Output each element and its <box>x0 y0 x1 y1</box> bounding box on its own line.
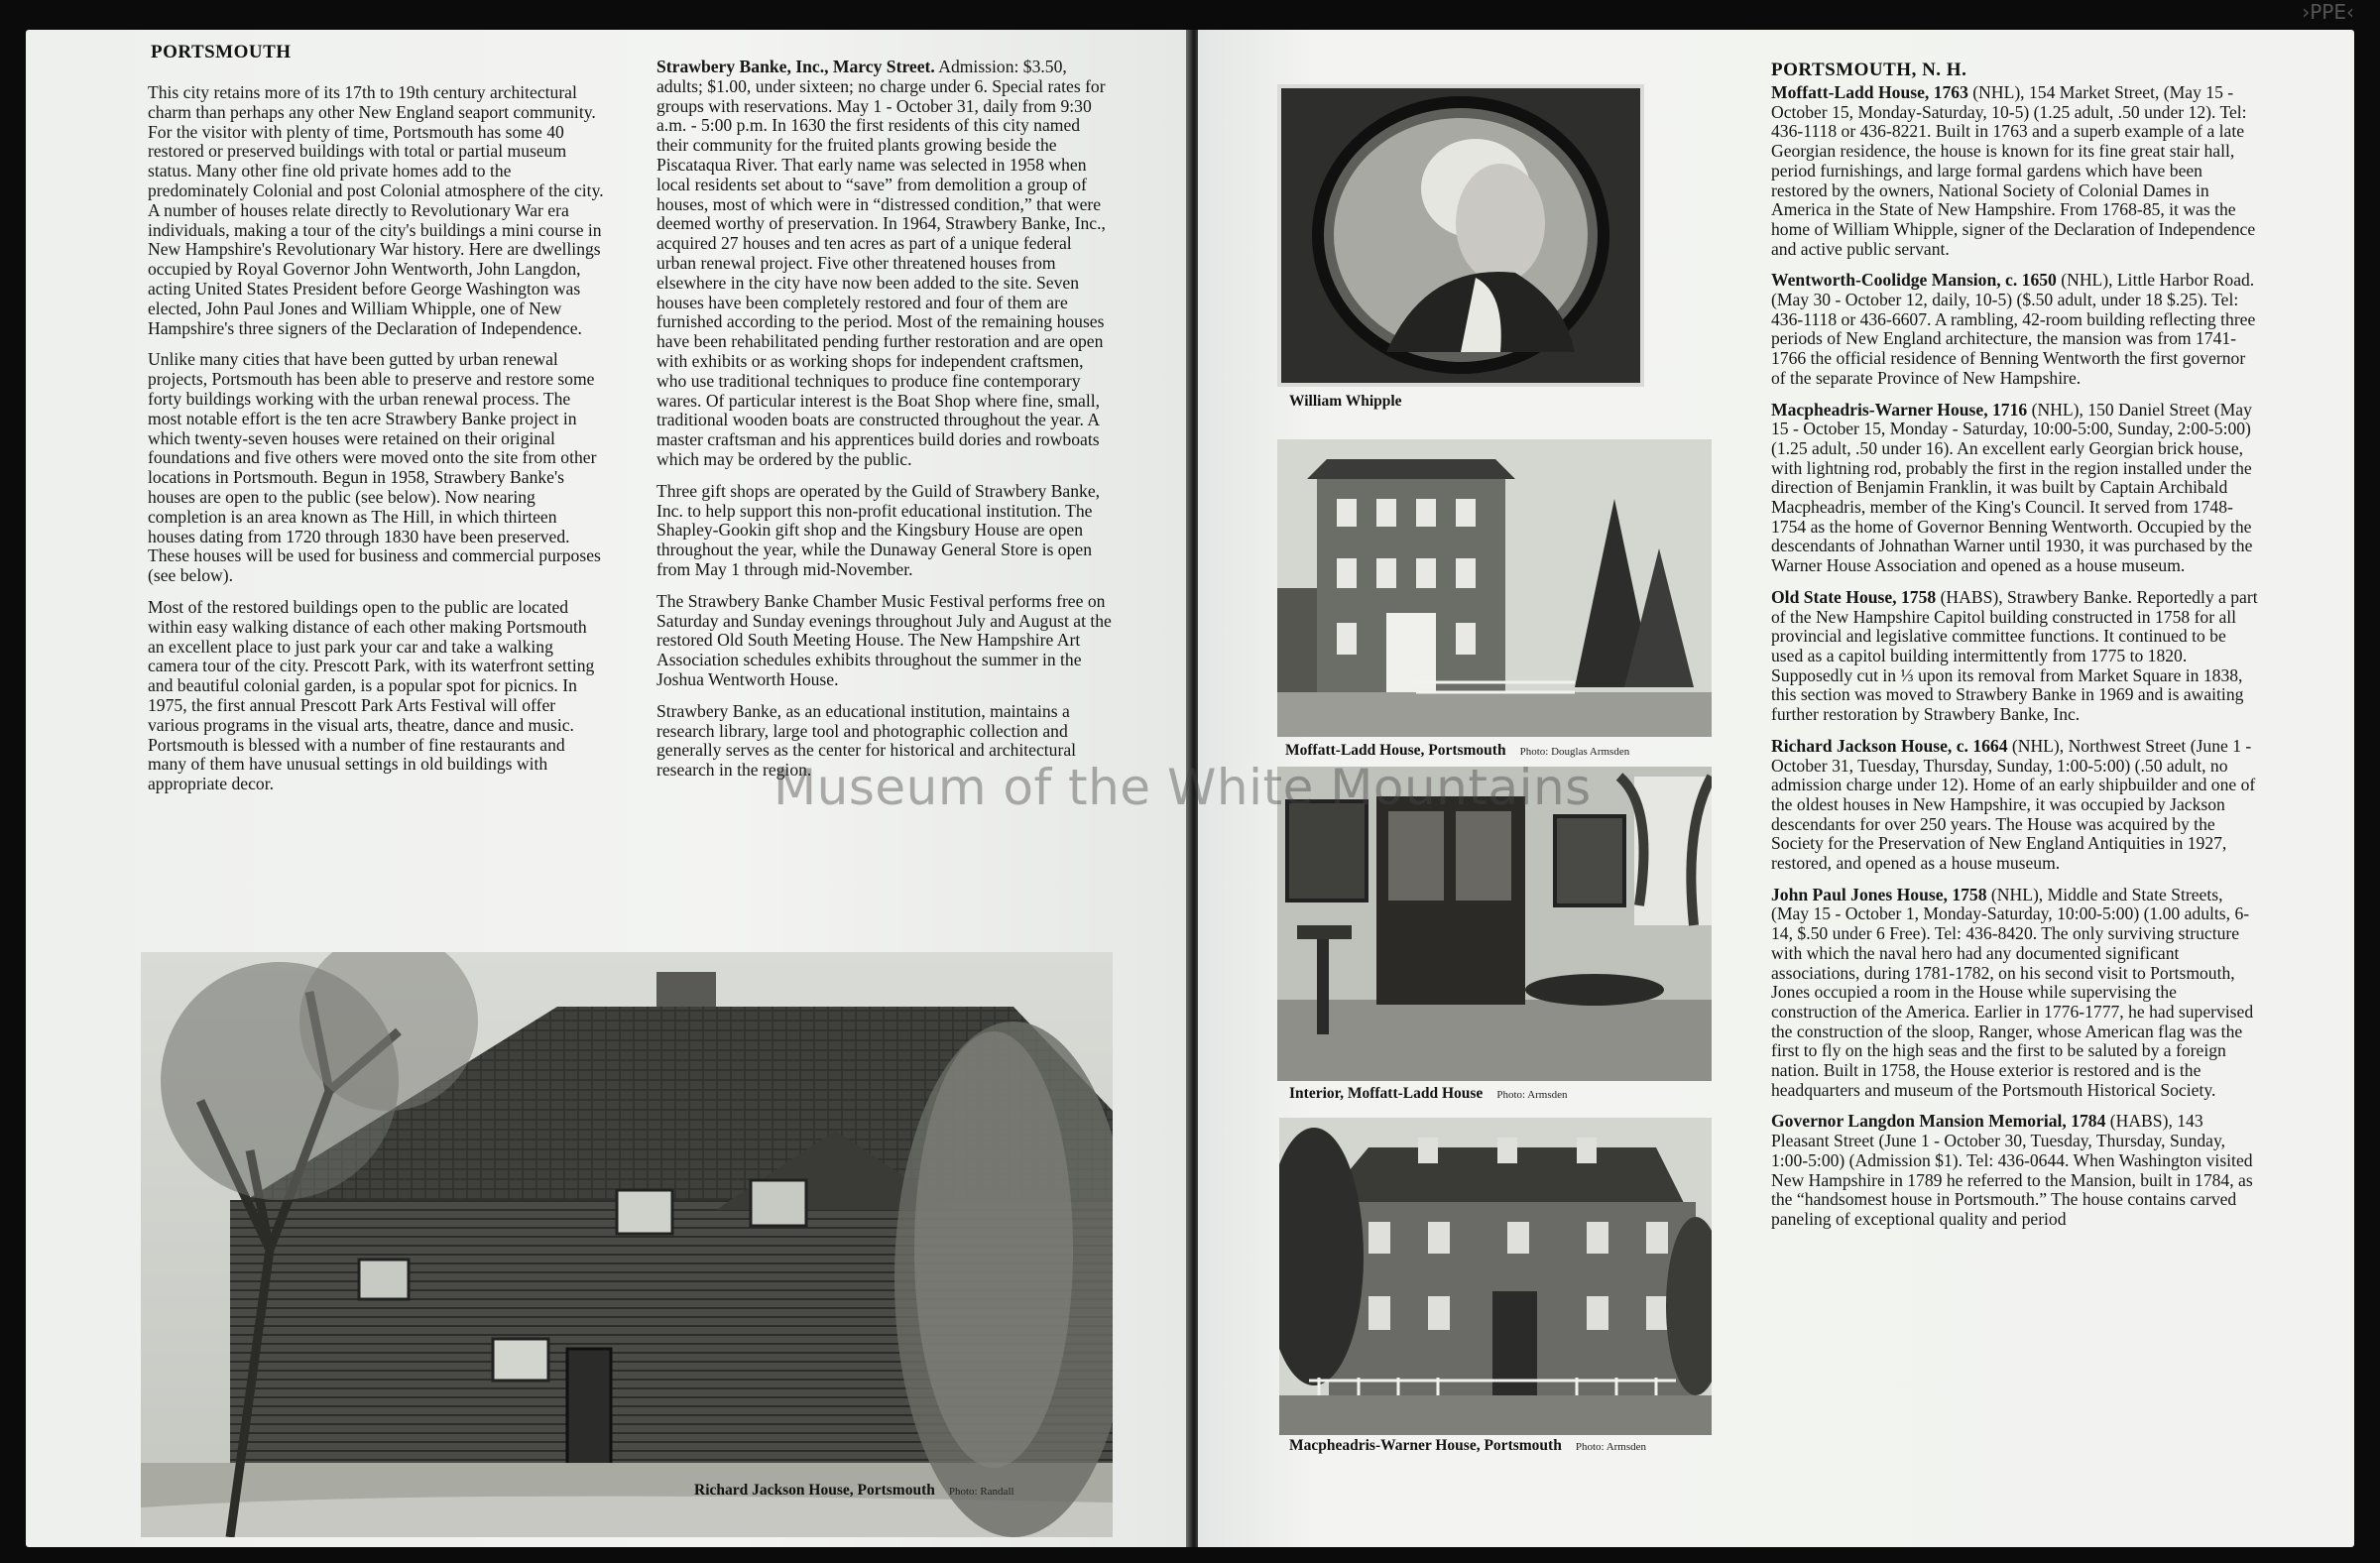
entry-body: Admission: $3.50, adults; $1.00, under sixteen; no charge under 6. Special rates for groups with reservations. May 1 - October 31, daily from 9:30 a.m. - 5:00 p.m. In 1630 the first residents of this city named their community for the fruited plants growing beside the Piscataqua River. That early name was selected in 1958 when local residents set about to “save” from demolition a group of houses, most of which were in “distressed condition,” that were deemed worthy of preservation. In 1964, Strawbery Banke, Inc., acquired 27 houses and ten acres as part of a unique federal urban renewal project. Five other threatened houses from elsewhere in the city have now been added to the site. Seven houses have been completely restored and four of them are furnished according to the period. Most of the remaining houses have been rehabilitated pending further restoration and are open with exhibits or as working shops for independent craftsmen, who use traditional techniques to produce fine contemporary wares. Of particular interest is the Boat Shop where fine, small, traditional wooden boats are constructed throughout the year. A master craftsman and his apprentices build dories and rowboats which may be ordered by the public. <box>656 57 1106 469</box>
photo-credit: Photo: Armsden <box>1496 1089 1568 1101</box>
entry-title: Moffatt-Ladd House, 1763 <box>1771 82 1968 102</box>
entry-title: Wentworth-Coolidge Mansion, c. 1650 <box>1771 270 2057 291</box>
entry-body: (HABS), Strawbery Banke. Reportedly a part of the New Hampshire Capitol building constructed in 1758 for all provincial and legislative committee functions. It continued to be used as a capitol building intermittently from 1775 to 1820. Supposedly cut in ⅓ upon its removal from Market Square in 1838, this section was moved to Strawbery Banke in 1969 and is awaiting further restoration by Strawbery Banke, Inc. <box>1771 586 2258 725</box>
caption-text: Moffatt-Ladd House, Portsmouth <box>1285 742 1506 759</box>
caption-text: Macpheadris-Warner House, Portsmouth <box>1289 1437 1562 1454</box>
caption-text: Interior, Moffatt-Ladd House <box>1289 1085 1484 1102</box>
entry-body: (NHL), Little Harbor Road. (May 30 - October 12, daily, 10-5) ($.50 adult, under 18 $.25). Tel: 436-1118 or 436-6607. A rambling, 42-room building reflecting three periods of New England architecture, the mansion was from 1741-1766 the official residence of Benning Wentworth the first governor of the separate Province of New Hampshire. <box>1771 270 2256 388</box>
watermark: Museum of the White Mountains <box>774 759 1592 816</box>
paragraph: Most of the restored buildings open to the public are located within easy walking distance of each other making Portsmouth an excellent place to just park your car and take a walking camera tour of the city. Prescott Park, with its waterfront setting and beautiful colonial garden, is a popular spot for picnics. In 1975, the first annual Prescott Park Arts Festival will offer various programs in the visual arts, theatre, dance and music. Portsmouth is blessed with a number of fine restaurants and many of them have unusual settings in old buildings with appropriate decor. <box>148 596 595 794</box>
entry-title: Strawbery Banke, Inc., Marcy Street. <box>656 57 935 76</box>
entry <box>1771 588 2259 725</box>
entry <box>1771 401 2259 576</box>
interior-caption <box>1289 1085 1568 1103</box>
entry-title: Richard Jackson House, c. 1664 <box>1771 735 2008 756</box>
william-whipple-portrait <box>1277 84 1644 387</box>
photo-credit: Photo: Randall <box>948 1486 1014 1498</box>
richard-jackson-photo-caption <box>694 1482 1014 1500</box>
entry-title: Governor Langdon Mansion Memorial, 1784 <box>1771 1111 2106 1132</box>
macpheadris-warner-house-photo <box>1279 1118 1712 1435</box>
left-heading: PORTSMOUTH <box>151 42 292 62</box>
caption-text: William Whipple <box>1289 393 1402 410</box>
macpheadris-caption <box>1289 1437 1646 1455</box>
left-column-2 <box>656 58 1115 792</box>
moffatt-ladd-house-photo <box>1277 439 1712 737</box>
house-photo-illustration <box>1277 439 1712 737</box>
paragraph: This city retains more of its 17th to 19th century architectural charm than perhaps any other New England seaport community. For the visitor with plenty of time, Portsmouth has some 40 restored or preserved buildings with total or partial museum status. Many other fine old private homes add to the predominately Colonial and post Colonial atmosphere of the city. A number of houses relate directly to Revolutionary War era individuals, making a tour of the city's buildings a mini course in New Hampshire's Revolutionary War history. Here are dwellings occupied by Royal Governor John Wentworth, John Langdon, acting United States President before George Washington was elected, John Paul Jones and William Whipple, one of New Hampshire's three signers of the Declaration of Independence. <box>148 82 604 338</box>
right-column <box>1771 83 2259 1242</box>
richard-jackson-house-photo <box>141 952 1113 1537</box>
left-column-1 <box>148 83 606 806</box>
entry <box>1771 737 2259 874</box>
moffatt-ladd-caption <box>1285 742 1629 760</box>
entry-title: Macpheadris-Warner House, 1716 <box>1771 399 2028 420</box>
house-photo-illustration <box>141 952 1113 1537</box>
portrait-illustration <box>1277 84 1644 387</box>
paragraph: Unlike many cities that have been gutted by urban renewal projects, Portsmouth has been able to preserve and restore some forty buildings working with the urban renewal process. The most notable effort is the ten acre Strawbery Banke project in which twenty-seven houses were retained on their original foundations and five others were moved onto the site from other locations in Portsmouth. Begun in 1958, Strawbery Banke's houses are open to the public (see below). Now nearing completion is an area known as The Hill, in which thirteen houses dating from 1720 through 1830 have been preserved. These houses will be used for business and commercial purposes (see below). <box>148 349 601 586</box>
entry-body: (NHL), 150 Daniel Street (May 15 - October 15, Monday - Saturday, 10:00-5:00, Sunday, 2:00-5:00) (1.25 adult, .50 under 16). An excellent early Georgian brick house, with lightning rod, probably the first in the region installed under the direction of Benjamin Franklin, it was built by Captain Archibald Macpheadris, member of the King's Council. It served from 1748-1754 as the home of Governor Benning Wentworth. Occupied by the descendants of Johnathan Warner until 1930, it was purchased by the Warner House Association and opened as a house museum. <box>1771 399 2253 576</box>
entry-title: Old State House, 1758 <box>1771 586 1937 607</box>
entry-title: John Paul Jones House, 1758 <box>1771 884 1987 904</box>
entry-body: (NHL), Middle and State Streets, (May 15 - October 1, Monday-Saturday, 10:00-5:00) (1.00 adults, 6-14, $.50 under 6 Free). Tel: 436-8420. The only surviving structure with which the naval hero had any documented significant associations, during 1781-1782, on his second visit to Portsmouth, Jones occupied a room in the House while supervising the construction of the America. Earlier in 1776-1777, he had supervised the construction of the sloop, Ranger, whose American flag was the first to fly on the high seas and the first to be saluted by a foreign nation. Built in 1758, the House exterior is restored and is the headquarters and museum of the Portsmouth Historical Society. <box>1771 884 2254 1100</box>
entry <box>1771 83 2259 259</box>
paragraph <box>656 58 1115 470</box>
caption-text: Richard Jackson House, Portsmouth <box>694 1482 935 1499</box>
paragraph: The Strawbery Banke Chamber Music Festival performs free on Saturday and Sunday evenings throughout July and August at the restored Old South Meeting House. The New Hampshire Art Association schedules exhibits throughout the summer in the Joshua Wentworth House. <box>656 590 1112 689</box>
house-photo-illustration <box>1279 1118 1712 1435</box>
photo-credit: Photo: Armsden <box>1575 1441 1647 1453</box>
corner-mark: ›PPE‹ <box>2302 0 2354 24</box>
entry-body: (NHL), 154 Market Street, (May 15 - October 15, Monday-Saturday, 10-5) (1.25 adult, .50 under 12). Tel: 436-1118 or 436-8221. Built in 1763 and a superb example of a late Georgian residence, the house is known for its fine great stair hall, period furnishings, and large formal gardens which have been restored by the owners, National Society of Colonial Dames in America in the State of New Hampshire. From 1768-85, it was the home of William Whipple, signer of the Declaration of Independence and active public servant. <box>1771 82 2256 259</box>
whipple-caption <box>1289 393 1402 411</box>
paragraph: Three gift shops are operated by the Guild of Strawbery Banke, Inc. to help support this non-profit educational institution. The Shapley-Gookin gift shop and the Kingsbury House are open throughout the year, while the Dunaway General Store is open from May 1 through mid-November. <box>656 480 1101 579</box>
entry <box>1771 1112 2259 1229</box>
photo-credit: Photo: Douglas Armsden <box>1519 746 1630 758</box>
entry-body: (NHL), Northwest Street (June 1 - October 31, Tuesday, Thursday, Sunday, 1:00-5:00) (.50 adult, no admission charge under 12). Home of an early shipbuilder and one of the oldest houses in New Hampshire, it was occupied by Jackson descendants for over 250 years. The House was acquired by the Society for the Preservation of New England Antiquities in 1927, restored, and opened as a house museum. <box>1771 735 2256 874</box>
entry <box>1771 886 2259 1101</box>
entry <box>1771 271 2259 388</box>
entry-body: (HABS), 143 Pleasant Street (June 1 - October 30, Tuesday, Thursday, Sunday, 1:00-5:00) (Admission $1). Tel: 436-0644. When Washington visited New Hampshire in 1789 he referred to the Mansion, built in 1784, as the “handsomest house in Portsmouth.” The house contains carved paneling of exceptional quality and period <box>1771 1111 2253 1229</box>
paragraph: Strawbery Banke, as an educational institution, maintains a research library, large tool and photographic collection and generally serves as the center for historical and architectural research in the region. <box>656 700 1077 781</box>
right-heading: PORTSMOUTH, N. H. <box>1771 60 1967 80</box>
